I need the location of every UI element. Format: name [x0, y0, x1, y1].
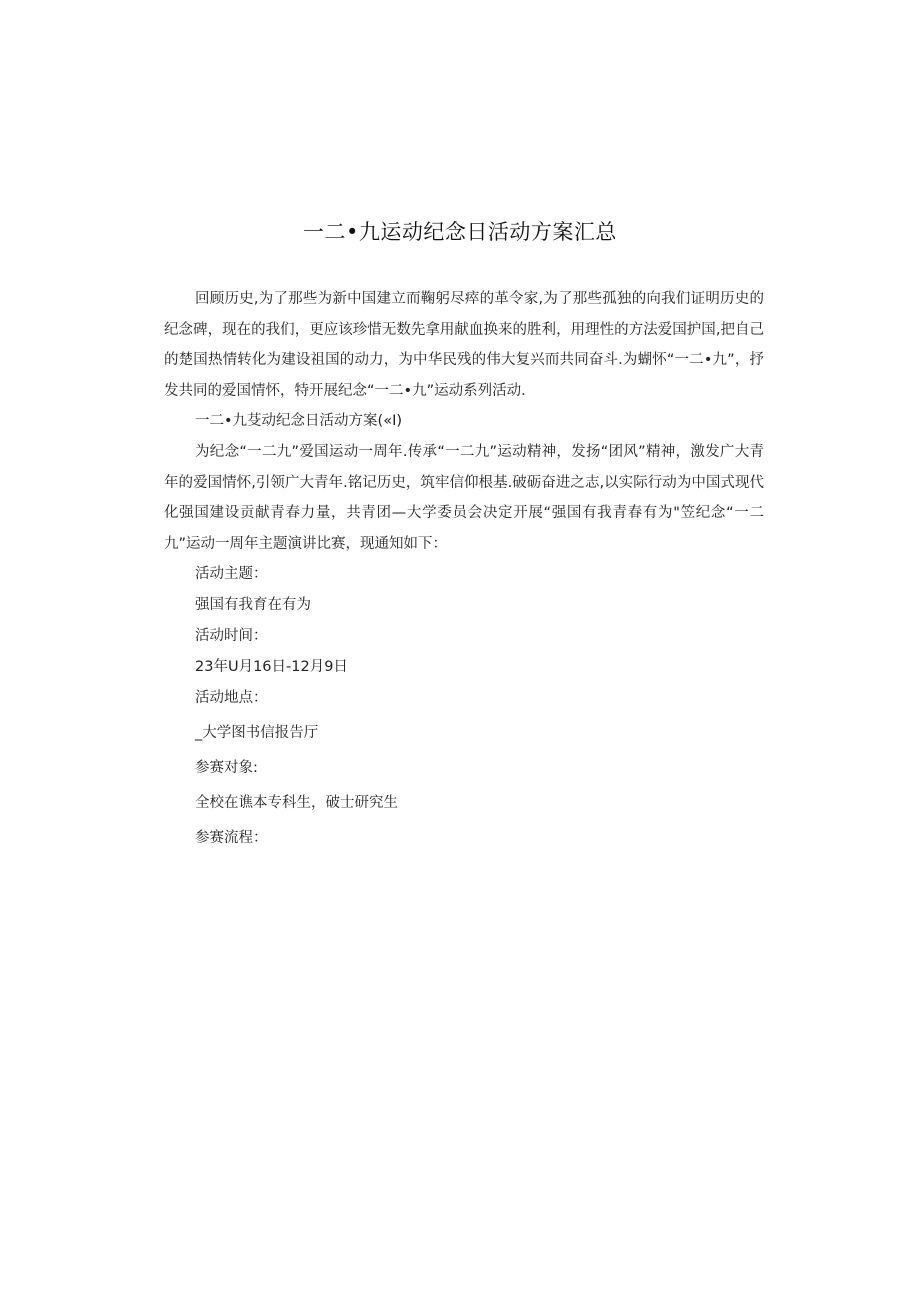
- theme-label: 活动主题：: [195, 566, 268, 582]
- theme-value: 强国有我育在有为: [195, 597, 311, 613]
- document-title: 一二•九运动纪念日活动方案汇总: [303, 220, 617, 244]
- place-value: _大学图书信报告厅: [195, 725, 319, 741]
- section-heading: 一二•九芟动纪念日活动方案(«I): [195, 413, 403, 429]
- time-value: 23年U月16日-12月9日: [195, 659, 348, 675]
- document-body: [164, 284, 764, 854]
- participants-value: 全校在谯本专科生，破士研究生: [195, 795, 398, 811]
- intro-paragraph: 回顾历史,为了那些为新中国建立而鞠躬尽瘁的革令家,为了那些孤独的向我们证明历史的纪念碑，现在的我们，更应该珍惜无数先拿用献血换来的胜利，用理性的方法爱国护国,把自己的楚国热情转化为建设祖国的动力，为中华民残的伟大复兴而共同奋斗.为蝴怀“一二•九”，抒发共同的爱国情怀，特开展纪念“一二•九”运动系列活动.: [164, 291, 764, 399]
- process-label: 参赛流程：: [195, 830, 268, 846]
- participants-label: 参赛对象:: [195, 760, 258, 776]
- time-label: 活动时间：: [195, 628, 268, 644]
- notice-paragraph: 为纪念“一二九”爱国运动一周年.传承“一二九”运动精神，发扬“团风”精神，激发广大青年的爱国情怀,引领广大青年.铭记历史，筑牢信仰根基.破砺奋进之志,以实际行动为中国式现代化强国建设贡献青春力量，共青团—大学委员会决定开展“强国有我青春有为"笠纪念“一二九”运动一周年主题演讲比赛，现通知如下：: [164, 444, 764, 552]
- place-label: 活动地点：: [195, 690, 268, 706]
